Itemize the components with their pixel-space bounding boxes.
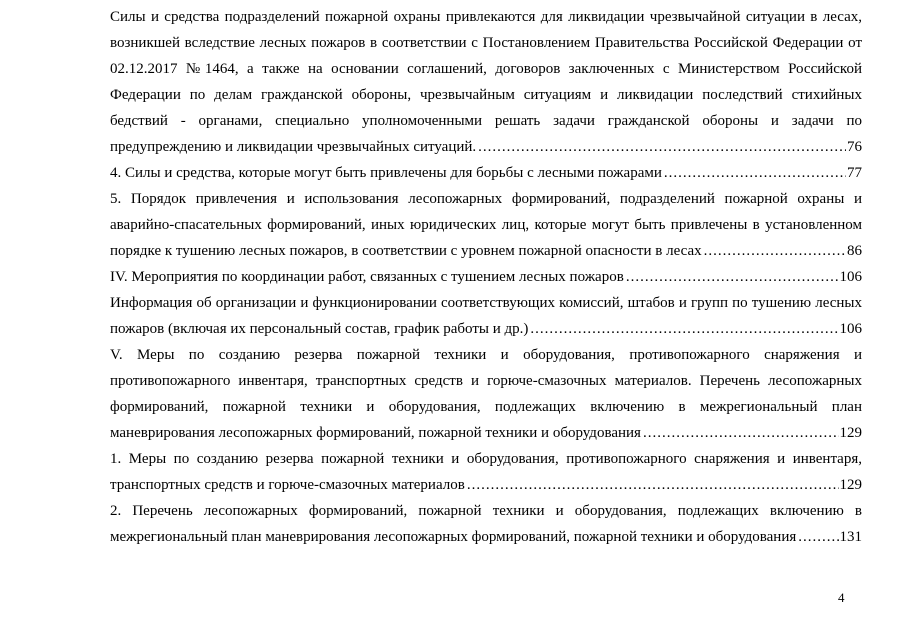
toc-line-with-page	[110, 238, 862, 264]
toc-line-with-page	[110, 316, 862, 342]
toc-line-with-page	[110, 160, 862, 186]
dot-leader	[626, 264, 839, 290]
toc-line: Силы и средства подразделений пожарной охраны привлекаются для ликвидации чрезвычайной ситуации в лесах,	[110, 9, 862, 25]
toc-line: 2. Перечень лесопожарных формирований, пожарной техники и оборудования, подлежащих включению в	[110, 503, 862, 519]
toc-page-number: 77	[847, 165, 862, 181]
dot-leader	[664, 160, 846, 186]
toc-text: межрегиональный план маневрирования лесопожарных формирований, пожарной техники и оборудования	[110, 529, 797, 545]
toc-entry-chapter-v	[110, 342, 862, 446]
toc-text: транспортных средств и горюче-смазочных материалов	[110, 477, 465, 493]
toc-line: возникшей вследствие лесных пожаров в соответствии с Постановлением Правительства Российской Федерации от	[110, 35, 862, 51]
toc-line: аварийно-спасательных формирований, иных юридических лиц, которые могут быть привлечены в установленном	[110, 217, 862, 233]
toc-line: формирований, пожарной техники и оборудования, подлежащих включению в межрегиональный план	[110, 399, 862, 415]
toc-text: порядке к тушению лесных пожаров, в соответствии с уровнем пожарной опасности в лесах	[110, 243, 702, 259]
toc-line: V. Меры по созданию резерва пожарной техники и оборудования, противопожарного снаряжения и	[110, 347, 862, 363]
toc-page-number: 76	[847, 139, 862, 155]
toc-line: Федерации по делам гражданской обороны, чрезвычайным ситуациям и ликвидации последствий стихийных	[110, 87, 862, 103]
toc-line-with-page	[110, 134, 862, 160]
dot-leader	[798, 524, 838, 550]
toc-page-number: 129	[839, 425, 862, 441]
page-number: 4	[838, 590, 845, 605]
toc-entry-v-1	[110, 446, 862, 498]
toc-page-number: 106	[839, 269, 862, 285]
dot-leader	[704, 238, 846, 264]
toc-text: IV. Мероприятия по координации работ, связанных с тушением лесных пожаров	[110, 269, 624, 285]
toc-text: 4. Силы и средства, которые могут быть привлечены для борьбы с лесными пожарами	[110, 165, 662, 181]
toc-page-number: 129	[839, 477, 862, 493]
toc-line: 02.12.2017 №1464, а также на основании соглашений, договоров заключенных с Министерством Российской	[110, 61, 862, 77]
toc-line: противопожарного инвентаря, транспортных средств и горюче-смазочных материалов. Перечень лесопожарных	[110, 373, 862, 389]
toc-page-number: 106	[839, 321, 862, 337]
toc-text: предупреждению и ликвидации чрезвычайных ситуаций.	[110, 139, 477, 155]
toc-page-number: 131	[839, 529, 862, 545]
toc-text: пожаров (включая их персональный состав, график работы и др.)	[110, 321, 529, 337]
dot-leader	[467, 472, 839, 498]
toc-line-with-page	[110, 472, 862, 498]
dot-leader	[530, 316, 838, 342]
toc-entry-section-4	[110, 160, 862, 186]
toc-line: Информация об организации и функционировании соответствующих комиссий, штабов и групп по тушению лесных	[110, 295, 862, 311]
toc-page-number: 86	[847, 243, 862, 259]
toc-line: 5. Порядок привлечения и использования лесопожарных формирований, подразделений пожарной охраны и	[110, 191, 862, 207]
toc-entry-v-2	[110, 498, 862, 550]
toc-line-with-page	[110, 524, 862, 550]
dot-leader	[643, 420, 839, 446]
toc-line-with-page	[110, 264, 862, 290]
dot-leader	[478, 134, 846, 160]
toc-entry-commissions-info	[110, 290, 862, 342]
toc-line: бедствий - органами, специально уполномоченными решать задачи гражданской обороны и задачи по	[110, 113, 862, 129]
toc-line: 1. Меры по созданию резерва пожарной техники и оборудования, противопожарного снаряжения и инвентаря,	[110, 451, 862, 467]
toc-line-with-page	[110, 420, 862, 446]
table-of-contents	[110, 4, 862, 550]
toc-text: маневрирования лесопожарных формирований, пожарной техники и оборудования	[110, 425, 641, 441]
toc-entry-chapter-iv	[110, 264, 862, 290]
toc-entry-section-5	[110, 186, 862, 264]
toc-entry-forces-fire-protection	[110, 4, 862, 160]
